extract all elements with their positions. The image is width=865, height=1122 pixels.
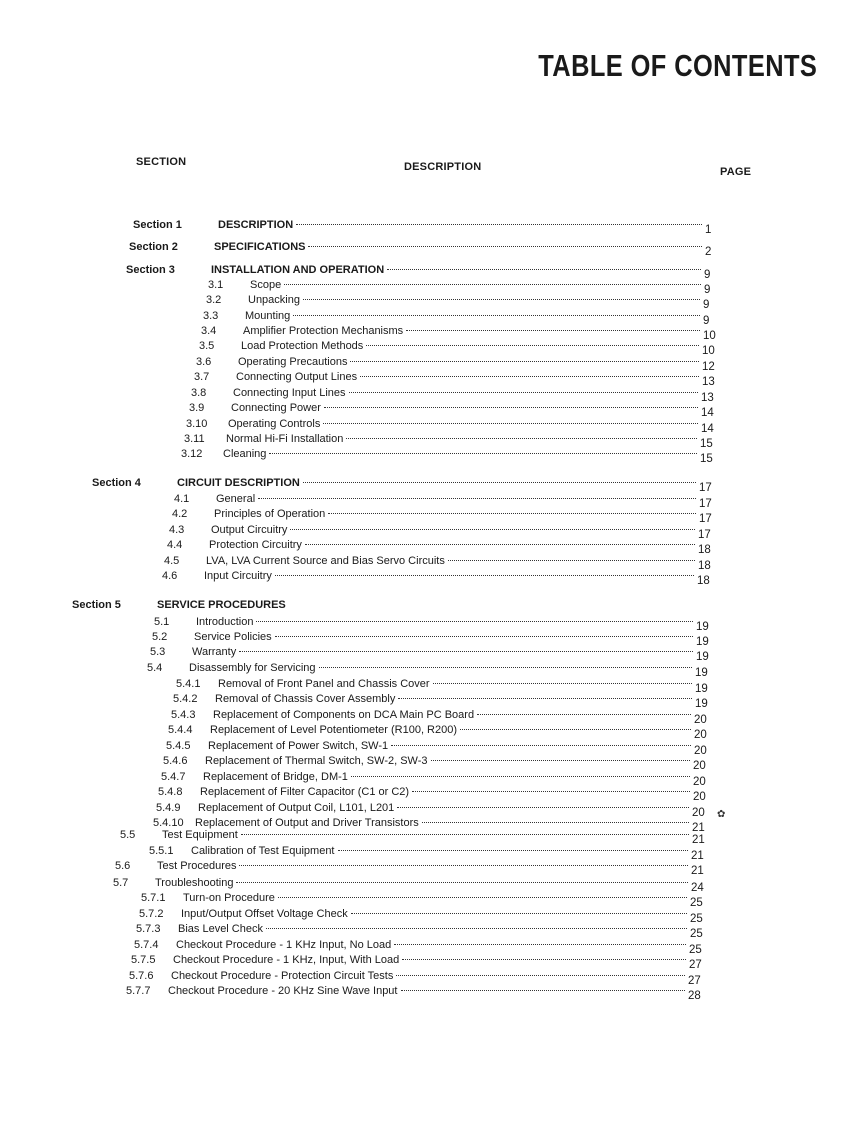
toc-entry [129, 969, 702, 987]
entry-title: SERVICE PROCEDURES [157, 599, 286, 611]
dot-leader [401, 989, 686, 991]
toc-entry [162, 569, 711, 587]
dot-leader [396, 974, 685, 976]
entry-number: 3.5 [199, 340, 215, 352]
entry-title: Replacement of Bridge, DM-1 [203, 771, 348, 783]
entry-page: 19 [696, 651, 709, 663]
entry-number: 3.1 [208, 279, 224, 291]
entry-title: Operating Controls [228, 418, 321, 430]
entry-page: 20 [694, 714, 707, 726]
entry-number: 5.4.2 [173, 693, 198, 705]
toc-entry [194, 370, 716, 388]
entry-page: 13 [701, 392, 714, 404]
entry-title: Removal of Front Panel and Chassis Cover [218, 678, 430, 690]
entry-title: Unpacking [248, 294, 300, 306]
entry-number: 3.2 [206, 294, 222, 306]
dot-leader [406, 329, 700, 331]
toc-entry [201, 324, 717, 342]
entry-page: 27 [688, 975, 701, 987]
dot-leader [412, 790, 690, 792]
toc-entry [189, 401, 715, 419]
entry-page: 17 [699, 513, 712, 525]
entry-page: 18 [697, 575, 710, 587]
entry-page: 21 [691, 865, 704, 877]
toc-entry [184, 432, 714, 450]
dot-leader [324, 406, 698, 408]
entry-number: 3.7 [194, 371, 210, 383]
entry-number: 5.4 [147, 662, 163, 674]
entry-title: Warranty [192, 646, 237, 658]
dot-leader [360, 375, 699, 377]
entry-number: 5.4.10 [153, 817, 184, 829]
entry-title: LVA, LVA Current Source and Bias Servo Circuits [206, 555, 445, 567]
toc-entry [191, 386, 715, 404]
toc-entry [171, 708, 708, 726]
entry-page: 19 [695, 698, 708, 710]
toc-entry [149, 844, 705, 862]
entry-number: 4.1 [174, 493, 190, 505]
entry-number: 5.2 [152, 631, 168, 643]
section-label: Section 3 [126, 264, 175, 276]
entry-title: Checkout Procedure - Protection Circuit Tests [171, 970, 394, 982]
entry-title: Amplifier Protection Mechanisms [243, 325, 404, 337]
dot-leader [448, 559, 695, 561]
section-label: Section 2 [129, 241, 178, 253]
entry-number: 4.2 [172, 508, 188, 520]
entry-number: 5.7.7 [126, 985, 151, 997]
section-column-header: SECTION [136, 156, 187, 168]
entry-number: 4.4 [167, 539, 183, 551]
toc-entry [218, 218, 719, 236]
toc-entry [115, 859, 705, 877]
entry-title: Checkout Procedure - 1 KHz, Input, With Load [173, 954, 400, 966]
entry-number: 5.7.1 [141, 892, 166, 904]
entry-number: 5.7.6 [129, 970, 154, 982]
entry-page: 20 [694, 745, 707, 757]
entry-number: 5.4.5 [166, 740, 191, 752]
dot-leader [293, 314, 700, 316]
entry-page: 21 [692, 834, 705, 846]
dot-leader [269, 452, 697, 454]
entry-number: 5.7.5 [131, 954, 156, 966]
entry-page: 14 [701, 407, 714, 419]
entry-title: Replacement of Output and Driver Transistors [195, 817, 419, 829]
entry-number: 5.4.7 [161, 771, 186, 783]
dot-leader [402, 958, 686, 960]
dot-leader [296, 223, 702, 225]
dot-leader [328, 512, 696, 514]
toc-entry [147, 661, 709, 679]
entry-page: 15 [700, 438, 713, 450]
dot-leader [350, 360, 699, 362]
entry-number: 5.7.4 [134, 939, 159, 951]
entry-title: Connecting Input Lines [233, 387, 346, 399]
page-title: TABLE OF CONTENTS [537, 48, 817, 83]
toc-entry [161, 770, 707, 788]
dot-leader [346, 437, 697, 439]
entry-title: Normal Hi-Fi Installation [226, 433, 344, 445]
entry-title: INSTALLATION AND OPERATION [211, 264, 385, 276]
entry-title: Replacement of Level Potentiometer (R100, R200) [210, 724, 458, 736]
entry-page: 24 [691, 882, 704, 894]
dot-leader [319, 666, 692, 668]
entry-title: Protection Circuitry [209, 539, 302, 551]
toc-entry [167, 538, 712, 556]
toc-entry [168, 723, 708, 741]
entry-number: 5.5 [120, 829, 136, 841]
dot-leader [338, 849, 689, 851]
entry-page: 9 [704, 269, 711, 281]
toc-entry [113, 876, 705, 894]
entry-title: Disassembly for Servicing [189, 662, 316, 674]
dot-leader [323, 422, 698, 424]
entry-title: Introduction [196, 616, 254, 628]
entry-title: Replacement of Filter Capacitor (C1 or C2) [200, 786, 410, 798]
dot-leader [391, 744, 691, 746]
toc-entry [176, 677, 709, 695]
dot-leader [236, 881, 688, 883]
toc-entry [196, 355, 716, 373]
entry-title: Replacement of Components on DCA Main PC Board [213, 709, 475, 721]
toc-entry [131, 953, 703, 971]
entry-title: Cleaning [223, 448, 267, 460]
dot-leader [351, 775, 690, 777]
entry-page: 19 [695, 683, 708, 695]
dot-leader [256, 620, 693, 622]
entry-title: Mounting [245, 310, 291, 322]
entry-page: 17 [698, 529, 711, 541]
entry-number: 3.3 [203, 310, 219, 322]
toc-entry [157, 598, 711, 612]
entry-page: 18 [698, 560, 711, 572]
dot-leader [460, 728, 691, 730]
entry-page: 18 [698, 544, 711, 556]
dot-leader [284, 283, 701, 285]
entry-title: Replacement of Thermal Switch, SW-2, SW-3 [205, 755, 428, 767]
entry-title: Checkout Procedure - 20 KHz Sine Wave Input [168, 985, 398, 997]
entry-page: 21 [691, 850, 704, 862]
toc-entry [141, 891, 704, 909]
entry-number: 5.7.2 [139, 908, 164, 920]
toc-entry [177, 476, 713, 494]
toc-entry [211, 263, 718, 281]
dot-leader [303, 298, 700, 300]
dot-leader [431, 759, 690, 761]
dot-leader [241, 833, 689, 835]
entry-page: 20 [692, 807, 705, 819]
entry-page: 19 [695, 667, 708, 679]
dot-leader [278, 896, 687, 898]
dot-leader [275, 635, 693, 637]
entry-page: 25 [690, 913, 703, 925]
entry-number: 3.9 [189, 402, 205, 414]
entry-page: 9 [704, 284, 711, 296]
entry-page: 20 [693, 760, 706, 772]
toc-entry [150, 645, 710, 663]
entry-title: Test Equipment [162, 829, 238, 841]
entry-title: DESCRIPTION [218, 219, 294, 231]
entry-page: 14 [701, 423, 714, 435]
dot-leader [266, 927, 687, 929]
entry-title: Connecting Output Lines [236, 371, 358, 383]
entry-title: Calibration of Test Equipment [191, 845, 335, 857]
toc-entry [139, 907, 704, 925]
entry-page: 21 [692, 822, 705, 834]
entry-number: 5.4.8 [158, 786, 183, 798]
toc-entry [208, 278, 718, 296]
entry-number: 4.6 [162, 570, 178, 582]
entry-title: Input/Output Offset Voltage Check [181, 908, 348, 920]
entry-page: 9 [703, 299, 710, 311]
entry-number: 5.4.9 [156, 802, 181, 814]
entry-title: Troubleshooting [155, 877, 234, 889]
dot-leader [258, 497, 696, 499]
dot-leader [308, 245, 702, 247]
toc-entry [166, 739, 708, 757]
dot-leader [275, 574, 694, 576]
dot-leader [305, 543, 695, 545]
entry-title: Turn-on Procedure [183, 892, 275, 904]
entry-title: Service Policies [194, 631, 272, 643]
entry-number: 4.5 [164, 555, 180, 567]
toc-entry [163, 754, 707, 772]
dot-leader [394, 943, 686, 945]
dot-leader [239, 650, 693, 652]
entry-title: Replacement of Output Coil, L101, L201 [198, 802, 395, 814]
dot-leader [387, 268, 701, 270]
dot-leader [239, 864, 688, 866]
toc-entry [152, 630, 710, 648]
entry-page: 12 [702, 361, 715, 373]
entry-page: 25 [690, 897, 703, 909]
entry-page: 28 [688, 990, 701, 1002]
entry-number: 3.4 [201, 325, 217, 337]
entry-page: 10 [703, 330, 716, 342]
dot-leader [433, 682, 692, 684]
entry-title: Test Procedures [157, 860, 237, 872]
entry-page: 27 [689, 959, 702, 971]
entry-page: 20 [694, 729, 707, 741]
entry-page: 20 [693, 776, 706, 788]
section-label: Section 4 [92, 477, 141, 489]
description-column-header: DESCRIPTION [404, 161, 482, 173]
entry-page: 15 [700, 453, 713, 465]
toc-entry [156, 801, 706, 819]
entry-number: 5.4.6 [163, 755, 188, 767]
toc-entry [120, 828, 706, 846]
entry-title: Replacement of Power Switch, SW-1 [208, 740, 389, 752]
dot-leader [398, 697, 692, 699]
entry-number: 5.3 [150, 646, 166, 658]
entry-page: 13 [702, 376, 715, 388]
entry-title: Bias Level Check [178, 923, 263, 935]
dot-leader [290, 528, 695, 530]
entry-page: 25 [690, 928, 703, 940]
dot-leader [366, 344, 699, 346]
entry-title: CIRCUIT DESCRIPTION [177, 477, 300, 489]
toc-entry [126, 984, 702, 1002]
toc-entry [164, 554, 712, 572]
toc-entry [214, 240, 719, 258]
entry-page: 25 [689, 944, 702, 956]
entry-page: 17 [699, 482, 712, 494]
toc-entry [136, 922, 704, 940]
entry-title: Operating Precautions [238, 356, 348, 368]
entry-title: Checkout Procedure - 1 KHz Input, No Load [176, 939, 392, 951]
ink-blot-icon: ✿ [717, 809, 726, 820]
toc-entry [169, 523, 712, 541]
entry-title: Principles of Operation [214, 508, 326, 520]
toc-entry [181, 447, 714, 465]
entry-title: Load Protection Methods [241, 340, 364, 352]
entry-number: 5.4.1 [176, 678, 201, 690]
entry-title: SPECIFICATIONS [214, 241, 306, 253]
dot-leader [397, 806, 689, 808]
entry-number: 5.4.4 [168, 724, 193, 736]
toc-entry [199, 339, 716, 357]
entry-page: 19 [696, 636, 709, 648]
toc-entry [203, 309, 717, 327]
toc-entry [172, 507, 713, 525]
entry-number: 3.10 [186, 418, 208, 430]
entry-page: 2 [705, 246, 712, 258]
entry-number: 5.7 [113, 877, 129, 889]
entry-title: Scope [250, 279, 282, 291]
toc-entry [174, 492, 713, 510]
entry-title: Output Circuitry [211, 524, 288, 536]
entry-page: 20 [693, 791, 706, 803]
entry-page: 1 [705, 224, 712, 236]
entry-title: Input Circuitry [204, 570, 272, 582]
dot-leader [422, 821, 689, 823]
dot-leader [349, 391, 698, 393]
entry-number: 5.7.3 [136, 923, 161, 935]
toc-entry [154, 615, 710, 633]
entry-number: 4.3 [169, 524, 185, 536]
entry-page: 9 [703, 315, 710, 327]
dot-leader [303, 481, 696, 483]
page-column-header: PAGE [720, 166, 752, 178]
toc-entry [186, 417, 715, 435]
dot-leader [477, 713, 691, 715]
entry-page: 10 [702, 345, 715, 357]
entry-title: Removal of Chassis Cover Assembly [215, 693, 396, 705]
section-label: Section 5 [72, 599, 121, 611]
entry-number: 5.6 [115, 860, 131, 872]
entry-number: 3.12 [181, 448, 203, 460]
toc-entry [173, 692, 709, 710]
entry-title: General [216, 493, 256, 505]
dot-leader [351, 912, 687, 914]
entry-page: 19 [696, 621, 709, 633]
entry-number: 3.11 [184, 433, 205, 445]
entry-number: 3.6 [196, 356, 212, 368]
section-label: Section 1 [133, 219, 182, 231]
toc-entry [158, 785, 707, 803]
entry-number: 5.5.1 [149, 845, 174, 857]
toc-entry [134, 938, 703, 956]
entry-number: 5.1 [154, 616, 170, 628]
entry-title: Connecting Power [231, 402, 321, 414]
entry-page: 17 [699, 498, 712, 510]
entry-number: 5.4.3 [171, 709, 196, 721]
entry-number: 3.8 [191, 387, 207, 399]
toc-entry [206, 293, 717, 311]
